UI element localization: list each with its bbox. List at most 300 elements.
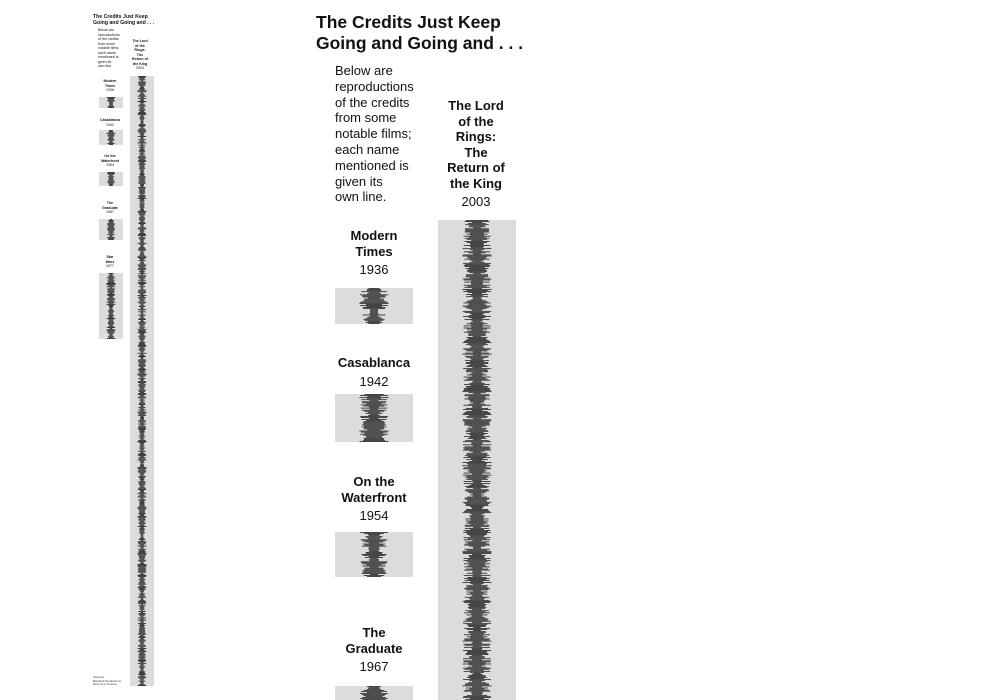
- credit-line: [369, 547, 379, 548]
- credit-line: [108, 176, 115, 177]
- credit-line: [463, 291, 490, 292]
- credit-line: [464, 671, 491, 672]
- credit-line: [107, 173, 115, 174]
- credit-line: [140, 474, 145, 475]
- credit-line: [363, 435, 384, 436]
- credit-line: [361, 432, 387, 433]
- credit-line: [465, 312, 490, 313]
- credit-line: [141, 498, 144, 499]
- credit-line: [109, 334, 113, 335]
- credit-line: [465, 356, 489, 357]
- credit-line: [109, 104, 113, 105]
- credit-line: [140, 466, 144, 467]
- credit-line: [468, 286, 487, 287]
- credit-line: [471, 359, 483, 360]
- credit-line: [138, 228, 146, 229]
- credit-line: [140, 279, 143, 280]
- credit-line: [139, 325, 145, 326]
- credit-line: [107, 278, 115, 279]
- credit-line: [140, 200, 145, 201]
- credit-line: [138, 315, 145, 316]
- credit-line: [140, 419, 144, 420]
- credit-line: [140, 116, 144, 117]
- credit-line: [139, 335, 145, 336]
- credit-line: [465, 319, 490, 320]
- credit-line: [467, 487, 488, 488]
- credit-line: [465, 229, 489, 230]
- credit-line: [466, 531, 488, 532]
- credit-line: [466, 275, 488, 276]
- credit-line: [467, 594, 488, 595]
- credit-line: [465, 231, 489, 232]
- credit-line: [140, 530, 144, 531]
- credit-line: [465, 519, 488, 520]
- credit-line: [464, 530, 491, 531]
- credit-line: [366, 436, 382, 437]
- credit-line: [139, 672, 145, 673]
- credit-line: [140, 456, 144, 457]
- credit-line: [470, 361, 484, 362]
- credit-line: [472, 367, 481, 368]
- credit-line: [141, 148, 144, 149]
- credit-line: [138, 158, 145, 159]
- credit-line: [139, 169, 144, 170]
- credit-line: [138, 112, 145, 113]
- credit-line: [137, 90, 146, 91]
- credit-line: [463, 644, 490, 645]
- credit-line: [369, 687, 380, 688]
- credit-line: [138, 637, 145, 638]
- credit-line: [138, 160, 146, 161]
- credit-line: [140, 416, 143, 417]
- credit-line: [140, 241, 143, 242]
- credit-line: [107, 182, 114, 183]
- credit-line: [138, 106, 146, 107]
- credit-line: [470, 524, 483, 525]
- credit-line: [467, 308, 487, 309]
- credit-line: [471, 692, 482, 693]
- credit-line: [359, 431, 388, 432]
- credit-line: [139, 557, 145, 558]
- page-title: The Credits Just Keep Going and Going and . . .: [316, 12, 524, 53]
- credit-line: [138, 243, 147, 244]
- credit-line: [140, 423, 144, 424]
- credit-line: [139, 217, 144, 218]
- credit-line: [367, 686, 381, 687]
- credit-line: [364, 425, 384, 426]
- credit-line: [138, 196, 146, 197]
- credit-line: [469, 656, 484, 657]
- thumbnail-overview: [88, 8, 168, 692]
- credit-line: [464, 422, 490, 423]
- credit-line: [109, 144, 113, 145]
- credit-line: [138, 570, 146, 571]
- credit-line: [110, 308, 113, 309]
- credit-line: [466, 290, 487, 291]
- credit-line: [141, 308, 144, 309]
- credit-line: [465, 683, 489, 684]
- credit-line: [138, 346, 146, 347]
- credit-line: [464, 662, 490, 663]
- credit-line: [369, 560, 379, 561]
- credit-line: [141, 115, 144, 116]
- credit-line: [470, 583, 483, 584]
- credit-line: [465, 690, 489, 691]
- credit-line: [471, 614, 483, 615]
- credit-line: [138, 526, 147, 527]
- credit-line: [138, 646, 146, 647]
- credit-line: [109, 293, 113, 294]
- credit-line: [138, 420, 146, 421]
- credit-line: [141, 281, 144, 282]
- credit-line: [467, 652, 486, 653]
- credit-line: [465, 490, 489, 491]
- credit-line: [139, 85, 146, 86]
- credit-line: [469, 272, 485, 273]
- credit-line: [465, 423, 490, 424]
- credit-line: [108, 132, 114, 133]
- credit-line: [465, 619, 488, 620]
- credit-line: [138, 421, 145, 422]
- credit-line: [138, 256, 146, 257]
- credit-line: [140, 608, 144, 609]
- credit-line: [138, 309, 146, 310]
- credit-line: [109, 335, 112, 336]
- credit-line: [472, 376, 482, 377]
- credit-line: [370, 309, 378, 310]
- credit-line: [473, 261, 482, 262]
- credit-line: [139, 436, 146, 437]
- credit-line: [468, 343, 487, 344]
- credit-line: [470, 603, 485, 604]
- credit-line: [466, 590, 488, 591]
- credit-line: [470, 244, 483, 245]
- credit-line: [139, 567, 146, 568]
- credit-line: [470, 322, 484, 323]
- credit-line: [137, 96, 146, 97]
- credit-line: [140, 624, 144, 625]
- credit-line: [359, 303, 388, 304]
- credit-line: [470, 313, 484, 314]
- credit-line: [463, 316, 491, 317]
- credit-line: [107, 234, 114, 235]
- credit-line: [469, 429, 486, 430]
- credit-line: [365, 569, 384, 570]
- credit-line: [138, 311, 146, 312]
- credit-line: [467, 695, 487, 696]
- credit-line: [464, 280, 490, 281]
- credit-line: [138, 676, 146, 677]
- credit-line: [109, 231, 114, 232]
- credit-line: [462, 289, 492, 290]
- credit-line: [469, 451, 484, 452]
- credit-line: [107, 327, 115, 328]
- credit-line: [138, 371, 145, 372]
- credit-line: [361, 291, 386, 292]
- credit-line: [361, 561, 387, 562]
- credit-line: [139, 271, 145, 272]
- credit-line: [468, 392, 485, 393]
- credit-line: [466, 294, 488, 295]
- credit-line: [138, 648, 147, 649]
- credit-line: [138, 597, 146, 598]
- credit-line: [473, 571, 482, 572]
- credit-line: [139, 145, 146, 146]
- credit-line: [467, 417, 486, 418]
- credit-line: [140, 392, 144, 393]
- credit-line: [468, 522, 485, 523]
- credit-line: [359, 441, 388, 442]
- credit-line: [109, 303, 114, 304]
- credit-line: [470, 347, 484, 348]
- credit-line: [469, 493, 485, 494]
- credit-line: [139, 193, 145, 194]
- credit-line: [139, 366, 145, 367]
- credit-line: [139, 514, 145, 515]
- credit-line: [139, 363, 144, 364]
- credit-line: [138, 451, 146, 452]
- credit-line: [140, 133, 144, 134]
- credit-line: [472, 541, 481, 542]
- credit-line: [468, 338, 486, 339]
- credit-line: [138, 440, 145, 441]
- credit-line: [466, 504, 488, 505]
- credit-line: [468, 632, 486, 633]
- credit-line: [108, 179, 113, 180]
- credit-line: [369, 556, 380, 557]
- credit-line: [467, 592, 487, 593]
- credit-line: [138, 125, 145, 126]
- credit-line: [140, 357, 143, 358]
- credit-line: [108, 301, 113, 302]
- credit-line: [138, 322, 146, 323]
- credit-line: [467, 637, 488, 638]
- credit-line: [108, 336, 114, 337]
- credit-line: [108, 139, 115, 140]
- credit-line: [140, 146, 143, 147]
- credit-line: [140, 585, 144, 586]
- credit-line: [138, 365, 146, 366]
- credit-line: [362, 541, 386, 542]
- credit-line: [108, 312, 113, 313]
- credit-line: [109, 233, 112, 234]
- credit-line: [140, 152, 143, 153]
- credit-line: [139, 511, 145, 512]
- credit-line: [138, 345, 147, 346]
- credit-line: [368, 412, 380, 413]
- credit-line: [140, 245, 143, 246]
- credit-line: [470, 374, 485, 375]
- credit-line: [369, 548, 380, 549]
- credit-line: [465, 640, 489, 641]
- credit-line: [137, 508, 146, 509]
- credit-line: [464, 447, 489, 448]
- credit-line: [364, 575, 384, 576]
- credit-line: [467, 375, 487, 376]
- credit-line: [464, 628, 490, 629]
- credit-line: [140, 94, 144, 95]
- credit-line: [139, 359, 146, 360]
- credit-line: [139, 582, 144, 583]
- credit-line: [139, 442, 146, 443]
- thumb-credits-star-wars: [99, 273, 123, 339]
- credit-line: [473, 646, 482, 647]
- credit-line: [138, 413, 146, 414]
- credit-line: [139, 104, 145, 105]
- credit-line: [466, 523, 487, 524]
- credit-line: [141, 592, 143, 593]
- credit-line: [470, 364, 484, 365]
- credit-line: [472, 595, 481, 596]
- credit-line: [470, 432, 483, 433]
- credit-line: [368, 534, 380, 535]
- credit-line: [464, 567, 489, 568]
- credit-line: [139, 84, 146, 85]
- credit-line: [139, 512, 145, 513]
- credit-line: [140, 649, 144, 650]
- credit-line: [140, 638, 143, 639]
- credit-line: [470, 698, 484, 699]
- credit-line: [141, 352, 143, 353]
- credit-line: [139, 188, 145, 189]
- credit-line: [468, 335, 485, 336]
- credit-line: [138, 273, 146, 274]
- credit-line: [139, 561, 145, 562]
- credit-line: [366, 413, 383, 414]
- credit-line: [366, 420, 381, 421]
- thumb-label-casablanca: Casablanca 1942: [100, 118, 120, 127]
- credit-line: [464, 578, 489, 579]
- credit-line: [140, 220, 145, 221]
- credit-line: [140, 240, 144, 241]
- credit-line: [467, 615, 488, 616]
- credit-line: [138, 235, 146, 236]
- credit-line: [473, 439, 481, 440]
- credit-line: [139, 414, 145, 415]
- credit-line: [139, 485, 145, 486]
- credit-line: [368, 688, 379, 689]
- credit-line: [463, 448, 490, 449]
- credit-line: [463, 552, 492, 553]
- credit-line: [470, 517, 484, 518]
- credit-line: [140, 417, 144, 418]
- credit-line: [139, 244, 144, 245]
- credit-line: [469, 397, 486, 398]
- credit-line: [140, 547, 143, 548]
- credit-line: [138, 427, 146, 428]
- credit-line: [140, 395, 144, 396]
- credit-line: [464, 449, 489, 450]
- credit-line: [139, 368, 145, 369]
- credit-line: [138, 493, 147, 494]
- credit-line: [364, 411, 384, 412]
- credit-line: [140, 208, 143, 209]
- credit-line: [139, 448, 145, 449]
- credit-line: [367, 430, 380, 431]
- credit-line: [140, 577, 143, 578]
- credit-line: [141, 573, 143, 574]
- credit-line: [139, 589, 146, 590]
- credit-line: [141, 683, 144, 684]
- credit-line: [469, 556, 485, 557]
- credit-line: [140, 437, 143, 438]
- credit-line: [139, 538, 144, 539]
- credit-line: [139, 218, 145, 219]
- credit-line: [141, 294, 144, 295]
- credit-line: [109, 314, 113, 315]
- credit-line: [464, 558, 491, 559]
- credit-line: [140, 433, 144, 434]
- credit-line: [140, 443, 144, 444]
- credit-line: [110, 274, 113, 275]
- credit-line: [470, 672, 484, 673]
- credit-line: [138, 319, 145, 320]
- credit-line: [139, 469, 145, 470]
- credit-line: [139, 147, 145, 148]
- credit-line: [139, 150, 144, 151]
- credit-line: [140, 619, 144, 620]
- credit-line: [138, 198, 147, 199]
- credit-line: [139, 330, 146, 331]
- credit-line: [109, 309, 113, 310]
- credit-line: [362, 697, 385, 698]
- credit-line: [138, 566, 147, 567]
- credit-line: [469, 689, 484, 690]
- credit-line: [108, 220, 113, 221]
- credit-line: [467, 677, 487, 678]
- credit-line: [107, 283, 116, 284]
- credit-line: [368, 538, 380, 539]
- credit-line: [139, 594, 145, 595]
- credit-line: [364, 428, 384, 429]
- credit-line: [139, 625, 146, 626]
- credit-line: [141, 137, 144, 138]
- credit-line: [362, 419, 387, 420]
- credit-line: [109, 306, 113, 307]
- credit-line: [141, 93, 143, 94]
- credit-line: [362, 401, 387, 402]
- credit-line: [469, 317, 486, 318]
- credit-line: [472, 480, 481, 481]
- credit-line: [139, 286, 146, 287]
- credit-line: [108, 238, 114, 239]
- credit-line: [140, 167, 144, 168]
- credit-line: [361, 405, 387, 406]
- credit-line: [141, 610, 143, 611]
- credit-line: [138, 454, 147, 455]
- credit-line: [469, 269, 486, 270]
- credit-line: [469, 437, 484, 438]
- credit-line: [138, 409, 145, 410]
- credit-line: [107, 223, 114, 224]
- credit-line: [472, 427, 481, 428]
- credit-line: [464, 467, 491, 468]
- credit-line: [139, 154, 145, 155]
- credit-line: [109, 180, 114, 181]
- credit-line: [361, 539, 388, 540]
- credit-line: [361, 408, 387, 409]
- credit-line: [464, 570, 490, 571]
- credit-line: [139, 306, 146, 307]
- credit-line: [464, 647, 490, 648]
- credit-line: [138, 260, 145, 261]
- credit-line: [471, 693, 483, 694]
- credit-line: [369, 314, 378, 315]
- credit-line: [140, 242, 144, 243]
- credit-line: [473, 488, 481, 489]
- credit-line: [141, 307, 144, 308]
- credit-line: [466, 654, 489, 655]
